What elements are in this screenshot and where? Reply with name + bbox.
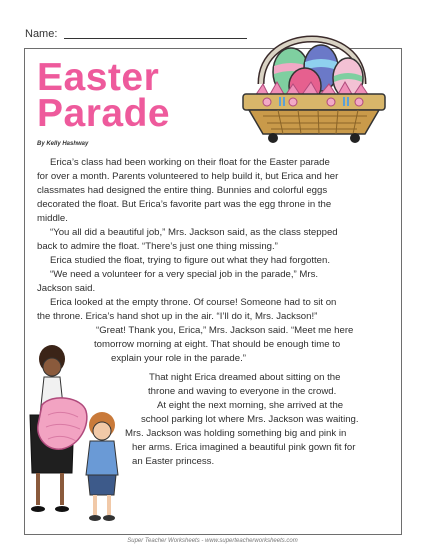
story-line: “We need a volunteer for a very special job in the parade,” Mrs.: [50, 269, 319, 280]
story-line: Mrs. Jackson was holding something big and pink in: [125, 428, 347, 439]
story-line: Erica looked at the empty throne. Of course! Someone had to sit on: [50, 297, 337, 308]
byline: By Kelly Hashway: [37, 141, 89, 147]
story-line: the throne. Erica’s hand shot up in the air. “I’ll do it, Mrs. Jackson!”: [37, 311, 318, 322]
story-line: “You all did a beautiful job,” Mrs. Jackson said, as the class stepped: [50, 227, 338, 238]
story-line: explain your role in the parade.”: [111, 353, 246, 364]
story-line: throne and waving to everyone in the crowd.: [148, 386, 337, 397]
story-line: back to admire the float. “There’s just one thing missing.”: [37, 241, 278, 252]
story-line: Erica’s class had been working on their float for the Easter parade: [50, 157, 330, 168]
story-line: tomorrow morning at eight. That should be enough time to: [94, 339, 341, 350]
story-line: Erica studied the float, trying to figure out what they had forgotten.: [50, 255, 330, 266]
story-line: At eight the next morning, she arrived at the: [157, 400, 344, 411]
story-line: “Great! Thank you, Erica,” Mrs. Jackson said. “Meet me here: [96, 325, 354, 336]
story-line: That night Erica dreamed about sitting on the: [149, 372, 341, 383]
name-label: Name:: [25, 28, 58, 40]
footer-credit: Super Teacher Worksheets - www.superteacherworksheets.com: [127, 538, 298, 544]
teacher-and-girl-icon: [22, 345, 132, 535]
title-line-2: Parade: [37, 92, 171, 135]
title-line-1: Easter: [37, 56, 160, 99]
story-line: her arms. Erica imagined a beautiful pink gown fit for: [132, 442, 356, 453]
story-line: middle.: [37, 213, 68, 224]
story-line: school parking lot where Mrs. Jackson was waiting.: [141, 414, 359, 425]
story-line: decorated the float. But Erica’s favorite part was the egg throne in the: [37, 199, 332, 210]
story-line: classmates had designed the entire thing. Bunnies and colorful eggs: [37, 185, 328, 196]
story-line: Jackson said.: [37, 283, 96, 294]
story-line: an Easter princess.: [132, 456, 215, 467]
story-line: for over a month. Parents volunteered to help build it, but Erica and her: [37, 171, 339, 182]
